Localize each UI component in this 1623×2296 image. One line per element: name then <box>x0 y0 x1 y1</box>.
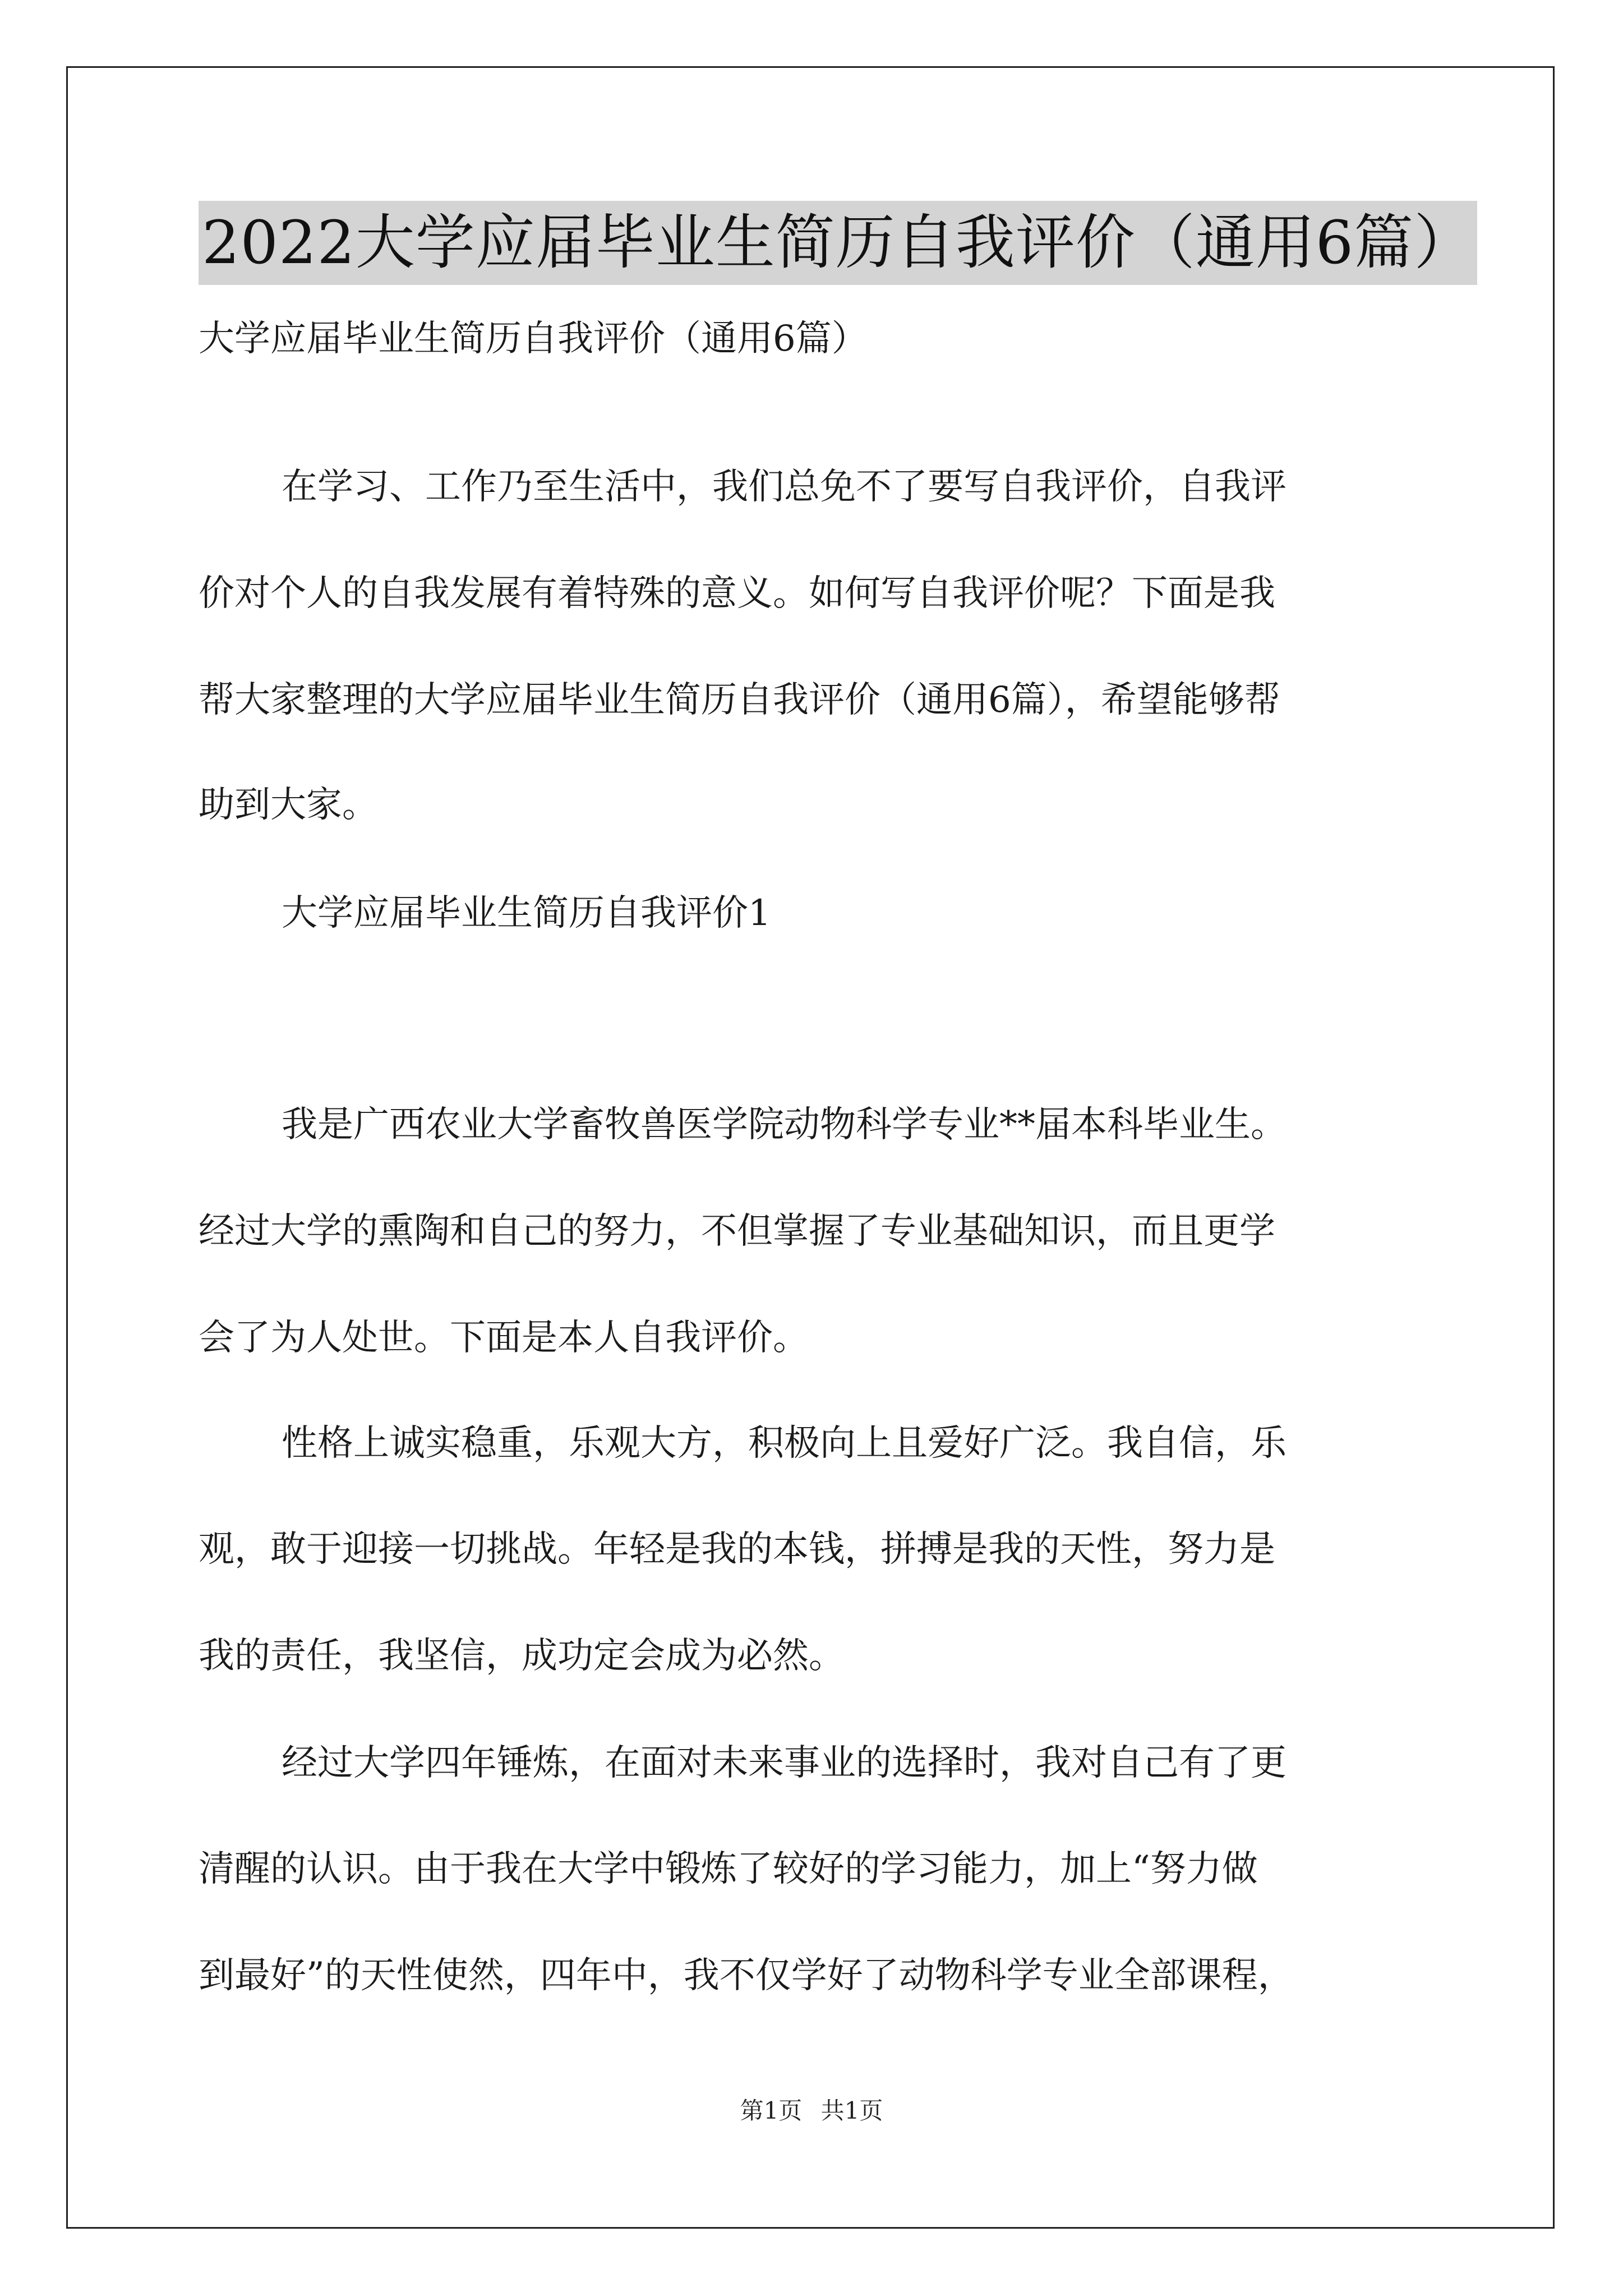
page-total: 共1页 <box>820 2097 883 2124</box>
paragraph-line: 经过大学的熏陶和自己的努力，不但掌握了专业基础知识，而且更学 <box>199 1211 1275 1252</box>
paragraph-line: 性格上诚实稳重，乐观大方，积极向上且爱好广泛。我自信，乐 <box>282 1423 1287 1464</box>
paragraph-line: 助到大家。 <box>199 784 378 826</box>
paragraph-line: 帮大家整理的大学应届毕业生简历自我评价（通用6篇），希望能够帮 <box>199 679 1280 721</box>
paragraph-line: 我是广西农业大学畜牧兽医学院动物科学专业**届本科毕业生。 <box>282 1104 1287 1145</box>
paragraph-line: 到最好”的天性使然，四年中，我不仅学好了动物科学专业全部课程， <box>199 1955 1294 1996</box>
paragraph-line: 观，敢于迎接一切挑战。年轻是我的本钱，拼搏是我的天性，努力是 <box>199 1529 1275 1570</box>
paragraph-line: 会了为人处世。下面是本人自我评价。 <box>199 1317 809 1359</box>
paragraph-line: 在学习、工作乃至生活中，我们总免不了要写自我评价，自我评 <box>282 466 1287 508</box>
document-title: 2022大学应届毕业生简历自我评价（通用6篇） <box>199 201 1477 285</box>
paragraph-line: 清醒的认识。由于我在大学中锻炼了较好的学习能力，加上“努力做 <box>199 1848 1258 1890</box>
paragraph-line: 我的责任，我坚信，成功定会成为必然。 <box>199 1635 845 1677</box>
section-heading: 大学应届毕业生简历自我评价1 <box>282 892 771 934</box>
paragraph-line: 经过大学四年锤炼，在面对未来事业的选择时，我对自己有了更 <box>282 1742 1287 1784</box>
title-container <box>199 201 1474 285</box>
page-footer <box>0 2095 1623 2127</box>
page-number: 第1页 <box>740 2097 803 2124</box>
page-border <box>66 66 1555 2229</box>
paragraph-line: 价对个人的自我发展有着特殊的意义。如何写自我评价呢？下面是我 <box>199 573 1275 614</box>
subtitle-line: 大学应届毕业生简历自我评价（通用6篇） <box>199 318 868 360</box>
